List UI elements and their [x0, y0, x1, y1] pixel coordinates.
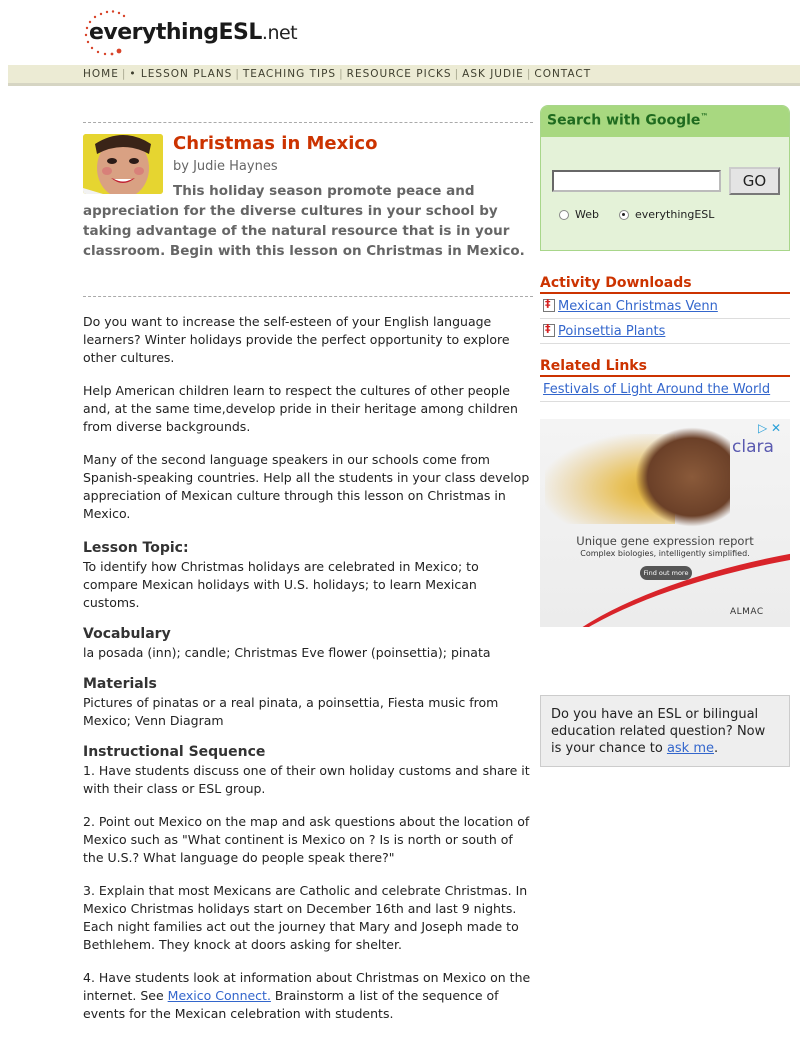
pdf-icon [543, 299, 555, 312]
main-nav: HOME | • LESSON PLANS | TEACHING TIPS | RESOURCE PICKS | ASK JUDIE | CONTACT [8, 65, 800, 86]
related-link-item [540, 377, 790, 402]
advertisement[interactable] [540, 419, 790, 627]
ad-cta-button[interactable]: Find out more [640, 566, 692, 580]
page-title: Christmas in Mexico [173, 133, 378, 154]
article-lead: This holiday season promote peace and appreciation for the diverse cultures in your school by taking advantage of the natural resource that is in your classroom. Begin with this lesson on Christmas in Mexico. [83, 183, 525, 259]
paragraph: Do you want to increase the self-esteen of your English language learners? Winter holidays provide the perfect opportunity to explore other cultures. [83, 314, 510, 365]
radio-web[interactable] [559, 210, 569, 220]
vocab-text: la posada (inn); candle; Christmas Eve flower (poinsettia); pinata [83, 645, 491, 660]
download-item [540, 319, 790, 344]
pdf-icon [543, 324, 555, 337]
related-link-festivals[interactable]: Festivals of Light Around the World [543, 382, 771, 397]
section-heading-vocabulary: Vocabulary [83, 626, 171, 642]
nav-ask-judie[interactable]: ASK JUDIE [462, 68, 524, 80]
section-heading-topic: Lesson Topic: [83, 540, 189, 556]
nav-resource-picks[interactable]: RESOURCE PICKS [346, 68, 452, 80]
step-1: 1. Have students discuss one of their own holiday customs and share it with their class or ESL group. [83, 763, 530, 796]
adchoices-icon[interactable]: ▷ ✕ [758, 421, 782, 435]
ad-headline: Unique gene expression report [576, 534, 754, 548]
search-input[interactable] [552, 170, 721, 192]
sidebar [540, 105, 790, 767]
site-logo[interactable] [83, 8, 303, 58]
nav-contact[interactable]: CONTACT [534, 68, 592, 80]
nav-lesson-plans[interactable]: • LESSON PLANS [129, 68, 233, 80]
mexico-connect-link[interactable]: Mexico Connect. [167, 988, 271, 1003]
paragraph: Many of the second language speakers in our schools come from Spanish-speaking countries. Help all the students in your class develop appreciation of Mexican culture through this lesson on Christmas in Mexico. [83, 452, 530, 521]
paragraph: Help American children learn to respect the cultures of other people and, at the same time,develop pride in their heritage among children from diverse backgrounds. [83, 383, 518, 434]
ask-judie-box: Do you have an ESL or bilingual education related question? Now is your chance to ask me. [540, 695, 790, 767]
step-4: 4. Have students look at information about Christmas on Mexico on the internet. See Mexico Connect. Brainstorm a list of the sequence of events for the Mexican celebration with students. [83, 970, 531, 1021]
ad-subline: Complex biologies, intelligently simplified. [580, 549, 750, 558]
nav-teaching-tips[interactable]: TEACHING TIPS [242, 68, 337, 80]
activity-downloads-heading: Activity Downloads [540, 275, 790, 294]
section-heading-sequence: Instructional Sequence [83, 744, 266, 760]
section-heading-materials: Materials [83, 676, 157, 692]
step-3: 3. Explain that most Mexicans are Catholic and celebrate Christmas. In Mexico Christmas holidays start on December 16th and last 9 nights. Each night families act out the journey that Mary and Joseph made to Bethlehem. They knock at doors asking for shelter. [83, 883, 528, 952]
article-intro [83, 123, 533, 296]
logo-text: everythingESL.net [89, 20, 298, 45]
google-search-box [540, 105, 790, 251]
divider [83, 296, 533, 297]
go-button[interactable]: GO [729, 167, 780, 195]
search-heading: Search with Google™ [541, 106, 789, 137]
nav-home[interactable]: HOME [83, 68, 119, 80]
materials-text: Pictures of pinatas or a real pinata, a poinsettia, Fiesta music from Mexico; Venn Diagram [83, 695, 499, 728]
related-links-heading: Related Links [540, 358, 790, 377]
ad-sponsor: ALMAC [730, 607, 764, 617]
download-link-poinsettia[interactable]: Poinsettia Plants [558, 324, 666, 339]
ad-brand: clara [732, 437, 774, 457]
ask-me-link[interactable]: ask me [666, 741, 714, 756]
ad-face-image [635, 427, 730, 527]
download-item [540, 294, 790, 319]
article [83, 122, 533, 1038]
download-link-venn[interactable]: Mexican Christmas Venn [558, 299, 718, 314]
author-byline: by Judie Haynes [173, 159, 278, 174]
topic-text: To identify how Christmas holidays are celebrated in Mexico; to compare Mexican holidays with U.S. holidays; to learn Mexican customs. [83, 559, 479, 610]
radio-web-label: Web [575, 208, 599, 221]
step-2: 2. Point out Mexico on the map and ask questions about the location of Mexico such as "What continent is Mexico on ? Is is north or south of the U.S.? What language do people speak there?" [83, 814, 530, 865]
radio-everythingesl-label: everythingESL [634, 208, 715, 221]
radio-everythingesl[interactable] [619, 210, 629, 220]
